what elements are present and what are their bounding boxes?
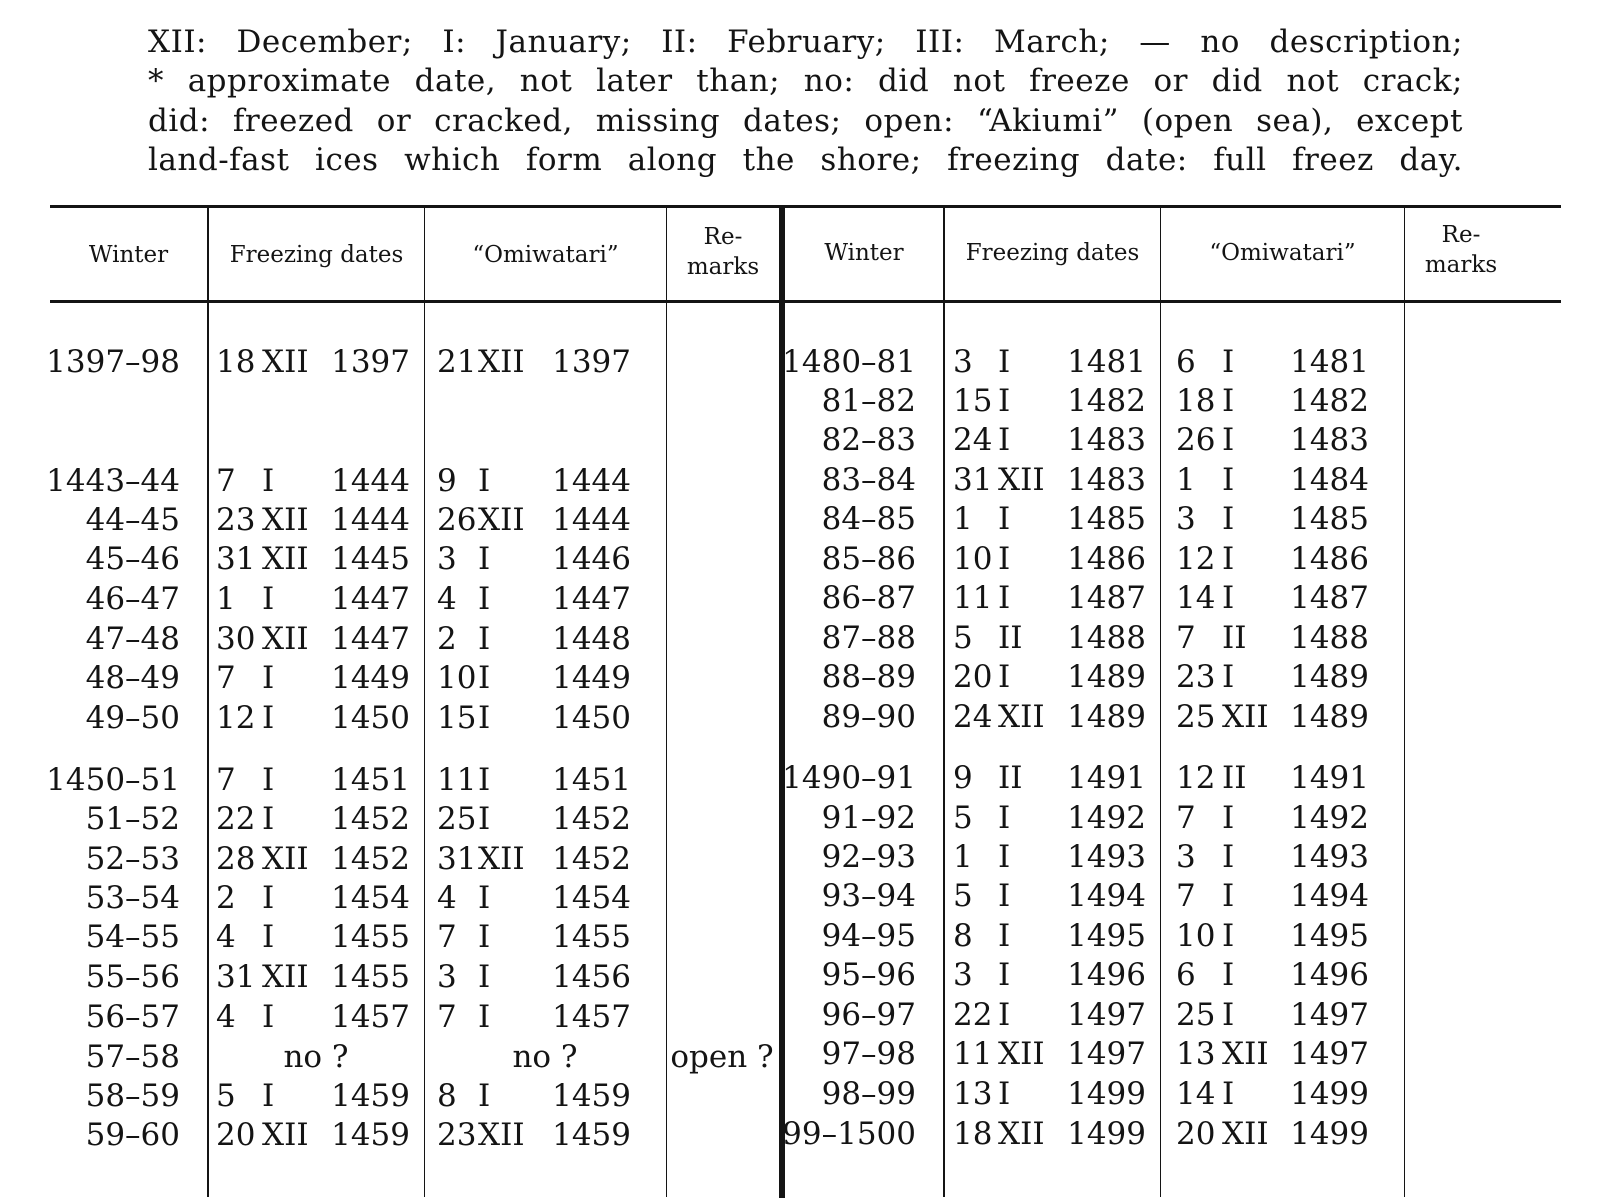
freezing-day-cell: 4 [216,999,236,1035]
winter-cell: 51–52 [85,801,180,837]
omiwatari-year-cell: 1446 [552,541,631,577]
winter-cell: 1397–98 [46,344,180,380]
winter-cell: 48–49 [85,660,180,696]
winter-cell: 97–98 [821,1036,916,1072]
omiwatari-month-cell: I [1222,918,1235,954]
omiwatari-day-cell: 3 [1176,839,1196,875]
freezing-day-cell: 5 [216,1078,236,1114]
winter-cell: 86–87 [821,580,916,616]
freezing-day-cell: 15 [953,383,993,419]
winter-cell: 92–93 [821,839,916,875]
omiwatari-year-cell: 1444 [552,463,631,499]
freezing-day-cell: 18 [216,344,256,380]
freezing-month-cell: I [262,762,275,798]
omiwatari-month-cell: XII [478,502,525,538]
freezing-month-cell: II [998,760,1023,796]
omiwatari-month-cell: I [1222,541,1235,577]
remarks-cell: open ? [670,1039,774,1075]
freezing-month-cell: I [262,660,275,696]
winter-cell: 44–45 [85,502,180,538]
freezing-day-cell: 28 [216,841,256,877]
freezing-month-cell: I [262,581,275,617]
table-top-rule [50,205,1561,208]
freezing-year-cell: 1444 [331,463,410,499]
omiwatari-month-cell: I [478,801,491,837]
freezing-day-cell: 1 [953,501,973,537]
omiwatari-month-cell: I [478,762,491,798]
omiwatari-day-cell: 9 [437,463,457,499]
omiwatari-month-cell: I [1222,878,1235,914]
caption-line-2: * approximate date, not later than; no: did not freeze or did not crack; [148,63,1463,99]
omiwatari-year-cell: 1457 [552,999,631,1035]
freezing-day-cell: 1 [953,839,973,875]
omiwatari-year-cell: 1488 [1290,620,1369,656]
omiwatari-day-cell: 4 [437,581,457,617]
omiwatari-day-cell: 12 [1176,541,1216,577]
omiwatari-day-cell: 10 [1176,918,1216,954]
freezing-month-cell: I [262,1078,275,1114]
freezing-year-cell: 1492 [1067,800,1146,836]
omiwatari-day-cell: 3 [1176,501,1196,537]
freezing-year-cell: 1494 [1067,878,1146,914]
winter-cell: 81–82 [821,383,916,419]
freezing-day-cell: 1 [216,581,236,617]
freezing-year-cell: 1455 [331,959,410,995]
freezing-day-cell: 20 [953,659,993,695]
freezing-day-cell: 7 [216,463,236,499]
header-remarks-line-1: Re- [1441,222,1481,248]
omiwatari-month-cell: I [478,463,491,499]
winter-cell: 57–58 [85,1039,180,1075]
freezing-month-cell: XII [998,1116,1045,1152]
omiwatari-month-cell: I [1222,1076,1235,1112]
omiwatari-day-cell: 15 [437,700,477,736]
omiwatari-day-cell: 7 [1176,800,1196,836]
freezing-month-cell: XII [262,344,309,380]
freezing-year-cell: 1397 [331,344,410,380]
winter-cell: 58–59 [85,1078,180,1114]
winter-cell: 93–94 [821,878,916,914]
freezing-month-cell: XII [998,699,1045,735]
freezing-year-cell: 1483 [1067,462,1146,498]
omiwatari-month-cell: XII [478,841,525,877]
header-omiwatari: “Omiwatari” [1209,240,1356,266]
freezing-year-cell: 1493 [1067,839,1146,875]
winter-cell: 1480–81 [782,344,916,380]
omiwatari-month-cell: I [1222,997,1235,1033]
omiwatari-year-cell: 1491 [1290,760,1369,796]
winter-cell: 87–88 [821,620,916,656]
omiwatari-day-cell: 3 [437,959,457,995]
freezing-day-cell: 12 [216,700,256,736]
freezing-month-cell: I [262,463,275,499]
omiwatari-year-cell: 1486 [1290,541,1369,577]
header-remarks-line-1: Re- [703,224,743,250]
winter-cell: 46–47 [85,581,180,617]
freezing-year-cell: 1488 [1067,620,1146,656]
winter-cell: 84–85 [821,501,916,537]
omiwatari-year-cell: 1449 [552,660,631,696]
freezing-month-cell: I [262,801,275,837]
omiwatari-year-cell: 1499 [1290,1116,1369,1152]
omiwatari-day-cell: 18 [1176,383,1216,419]
header-winter: Winter [88,242,169,268]
freezing-month-cell: XII [262,621,309,657]
freezing-month-cell: XII [262,841,309,877]
freezing-year-cell: 1486 [1067,541,1146,577]
omiwatari-month-cell: I [478,999,491,1035]
omiwatari-month-cell: II [1222,620,1247,656]
header-freezing-dates: Freezing dates [229,242,404,268]
omiwatari-day-cell: 2 [437,621,457,657]
omiwatari-day-cell: 10 [437,660,477,696]
freezing-day-cell: 9 [953,760,973,796]
freezing-year-cell: 1496 [1067,957,1146,993]
freezing-month-cell: I [998,1076,1011,1112]
omiwatari-year-cell: 1450 [552,700,631,736]
winter-cell: 95–96 [821,957,916,993]
freezing-month-cell: XII [998,1036,1045,1072]
omiwatari-year-cell: 1454 [552,880,631,916]
freezing-day-cell: 30 [216,621,256,657]
omiwatari-month-cell: I [1222,800,1235,836]
freezing-month-cell: I [998,541,1011,577]
caption-line-4: land-fast ices which form along the shore; freezing date: full freez day. [148,142,1463,178]
freezing-year-cell: 1444 [331,502,410,538]
freezing-month-cell: I [998,659,1011,695]
freezing-month-cell: I [998,344,1011,380]
omiwatari-year-cell: 1487 [1290,580,1369,616]
freezing-year-cell: 1489 [1067,699,1146,735]
winter-cell: 99–1500 [782,1116,916,1152]
header-omiwatari: “Omiwatari” [472,242,619,268]
freezing-year-cell: 1445 [331,541,410,577]
freezing-day-cell: 23 [216,502,256,538]
freezing-day-cell: 24 [953,422,993,458]
omiwatari-year-cell: 1397 [552,344,631,380]
winter-cell: 1443–44 [46,463,180,499]
omiwatari-day-cell: 26 [1176,422,1216,458]
freezing-year-cell: 1482 [1067,383,1146,419]
omiwatari-year-cell: 1448 [552,621,631,657]
winter-cell: 1490–91 [782,760,916,796]
freezing-month-cell: I [262,880,275,916]
omiwatari-day-cell: 6 [1176,957,1196,993]
winter-cell: 96–97 [821,997,916,1033]
freezing-year-cell: 1487 [1067,580,1146,616]
column-divider [943,207,945,1197]
winter-cell: 54–55 [85,919,180,955]
winter-cell: 52–53 [85,841,180,877]
winter-cell: 98–99 [821,1076,916,1112]
omiwatari-month-cell: I [1222,957,1235,993]
freezing-month-cell: I [998,501,1011,537]
freezing-day-cell: 22 [216,801,256,837]
freezing-day-cell: 4 [216,919,236,955]
freezing-year-cell: 1495 [1067,918,1146,954]
freezing-day-cell: 31 [216,541,256,577]
freezing-year-cell: 1483 [1067,422,1146,458]
freezing-year-cell: 1454 [331,880,410,916]
winter-cell: 83–84 [821,462,916,498]
caption-line-1: XII: December; I: January; II: February; III: March; — no description; [148,24,1463,60]
freezing-year-cell: 1457 [331,999,410,1035]
freezing-month-cell: XII [262,541,309,577]
freezing-year-cell: 1499 [1067,1076,1146,1112]
freezing-day-cell: 3 [953,344,973,380]
omiwatari-month-cell: I [1222,462,1235,498]
freezing-year-cell: 1485 [1067,501,1146,537]
column-divider [1404,207,1405,1197]
freezing-month-cell: XII [998,462,1045,498]
freezing-month-cell: I [998,839,1011,875]
freezing-year-cell: 1481 [1067,344,1146,380]
omiwatari-day-cell: 23 [437,1117,477,1153]
winter-cell: 47–48 [85,621,180,657]
omiwatari-month-cell: XII [1222,1036,1269,1072]
omiwatari-month-cell: I [478,880,491,916]
omiwatari-day-cell: 7 [437,919,457,955]
winter-cell: 45–46 [85,541,180,577]
omiwatari-year-cell: 1481 [1290,344,1369,380]
freezing-month-cell: I [998,800,1011,836]
header-freezing-dates: Freezing dates [965,240,1140,266]
omiwatari-month-cell: II [1222,760,1247,796]
freezing-year-cell: 1455 [331,919,410,955]
freezing-day-cell: 7 [216,762,236,798]
freezing-year-cell: 1491 [1067,760,1146,796]
freezing-day-cell: 8 [953,918,973,954]
omiwatari-year-cell: 1489 [1290,699,1369,735]
winter-cell: 82–83 [821,422,916,458]
freezing-date-cell: no ? [283,1039,349,1075]
freezing-month-cell: I [998,580,1011,616]
omiwatari-day-cell: 25 [1176,699,1216,735]
omiwatari-month-cell: I [1222,344,1235,380]
freezing-day-cell: 24 [953,699,993,735]
omiwatari-month-cell: I [1222,501,1235,537]
caption-line-3: did: freezed or cracked, missing dates; open: “Akiumi” (open sea), except [148,103,1463,139]
freezing-day-cell: 31 [216,959,256,995]
omiwatari-month-cell: I [478,1078,491,1114]
freezing-day-cell: 5 [953,878,973,914]
omiwatari-day-cell: 14 [1176,580,1216,616]
omiwatari-year-cell: 1452 [552,801,631,837]
omiwatari-year-cell: 1482 [1290,383,1369,419]
winter-cell: 55–56 [85,959,180,995]
omiwatari-month-cell: XII [478,344,525,380]
omiwatari-day-cell: 13 [1176,1036,1216,1072]
omiwatari-month-cell: I [478,959,491,995]
freezing-day-cell: 11 [953,1036,993,1072]
omiwatari-day-cell: 20 [1176,1116,1216,1152]
freezing-year-cell: 1499 [1067,1116,1146,1152]
omiwatari-day-cell: 8 [437,1078,457,1114]
freezing-day-cell: 22 [953,997,993,1033]
winter-cell: 94–95 [821,918,916,954]
omiwatari-month-cell: XII [478,1117,525,1153]
header-winter: Winter [824,240,904,266]
omiwatari-month-cell: I [1222,839,1235,875]
freezing-year-cell: 1489 [1067,659,1146,695]
freezing-month-cell: I [262,999,275,1035]
omiwatari-year-cell: 1492 [1290,800,1369,836]
freezing-year-cell: 1447 [331,581,410,617]
omiwatari-year-cell: 1447 [552,581,631,617]
freezing-day-cell: 31 [953,462,993,498]
omiwatari-day-cell: 23 [1176,659,1216,695]
omiwatari-year-cell: 1452 [552,841,631,877]
omiwatari-day-cell: 1 [1176,462,1196,498]
freezing-month-cell: I [998,878,1011,914]
freezing-month-cell: I [998,383,1011,419]
omiwatari-year-cell: 1451 [552,762,631,798]
column-divider [424,207,425,1197]
freezing-year-cell: 1449 [331,660,410,696]
winter-cell: 88–89 [821,659,916,695]
header-remarks-line-2: marks [1424,252,1498,278]
column-divider [207,207,209,1197]
winter-cell: 49–50 [85,700,180,736]
freezing-month-cell: II [998,620,1023,656]
freezing-year-cell: 1452 [331,841,410,877]
omiwatari-year-cell: 1459 [552,1117,631,1153]
omiwatari-year-cell: 1485 [1290,501,1369,537]
omiwatari-day-cell: 21 [437,344,477,380]
header-remarks-line-2: marks [686,254,760,280]
omiwatari-day-cell: 7 [1176,620,1196,656]
omiwatari-year-cell: 1489 [1290,659,1369,695]
omiwatari-month-cell: I [478,541,491,577]
omiwatari-year-cell: 1499 [1290,1076,1369,1112]
freezing-day-cell: 5 [953,620,973,656]
omiwatari-day-cell: 7 [437,999,457,1035]
omiwatari-month-cell: XII [1222,1116,1269,1152]
winter-cell: 1450–51 [46,762,180,798]
omiwatari-day-cell: 25 [437,801,477,837]
omiwatari-month-cell: I [1222,383,1235,419]
freezing-month-cell: I [262,919,275,955]
freezing-month-cell: I [998,422,1011,458]
omiwatari-year-cell: 1495 [1290,918,1369,954]
omiwatari-year-cell: 1483 [1290,422,1369,458]
freezing-year-cell: 1497 [1067,1036,1146,1072]
freezing-month-cell: XII [262,502,309,538]
freezing-day-cell: 11 [953,580,993,616]
omiwatari-month-cell: I [478,700,491,736]
omiwatari-day-cell: 6 [1176,344,1196,380]
omiwatari-month-cell: I [478,581,491,617]
freezing-year-cell: 1459 [331,1078,410,1114]
freezing-month-cell: I [998,957,1011,993]
freezing-day-cell: 2 [216,880,236,916]
omiwatari-month-cell: I [1222,422,1235,458]
freezing-day-cell: 20 [216,1117,256,1153]
omiwatari-day-cell: 7 [1176,878,1196,914]
omiwatari-month-cell: XII [1222,699,1269,735]
omiwatari-year-cell: 1494 [1290,878,1369,914]
winter-cell: 91–92 [821,800,916,836]
freezing-year-cell: 1451 [331,762,410,798]
freezing-month-cell: I [998,997,1011,1033]
freezing-month-cell: I [998,918,1011,954]
omiwatari-date-cell: no ? [512,1039,578,1075]
omiwatari-day-cell: 3 [437,541,457,577]
omiwatari-month-cell: I [1222,659,1235,695]
omiwatari-month-cell: I [478,919,491,955]
freezing-day-cell: 5 [953,800,973,836]
freezing-day-cell: 3 [953,957,973,993]
freezing-year-cell: 1450 [331,700,410,736]
omiwatari-year-cell: 1496 [1290,957,1369,993]
freezing-year-cell: 1497 [1067,997,1146,1033]
omiwatari-month-cell: I [478,660,491,696]
freezing-year-cell: 1459 [331,1117,410,1153]
table-header-rule [50,300,1561,303]
freezing-month-cell: I [262,700,275,736]
freezing-day-cell: 13 [953,1076,993,1112]
winter-cell: 53–54 [85,880,180,916]
omiwatari-year-cell: 1456 [552,959,631,995]
omiwatari-year-cell: 1459 [552,1078,631,1114]
freezing-month-cell: XII [262,959,309,995]
winter-cell: 89–90 [821,699,916,735]
omiwatari-month-cell: I [1222,580,1235,616]
omiwatari-year-cell: 1484 [1290,462,1369,498]
omiwatari-day-cell: 26 [437,502,477,538]
omiwatari-day-cell: 12 [1176,760,1216,796]
winter-cell: 59–60 [85,1117,180,1153]
omiwatari-day-cell: 4 [437,880,457,916]
omiwatari-year-cell: 1455 [552,919,631,955]
winter-cell: 56–57 [85,999,180,1035]
freezing-year-cell: 1447 [331,621,410,657]
omiwatari-day-cell: 31 [437,841,477,877]
omiwatari-day-cell: 11 [437,762,477,798]
omiwatari-month-cell: I [478,621,491,657]
freezing-day-cell: 10 [953,541,993,577]
freezing-year-cell: 1452 [331,801,410,837]
omiwatari-day-cell: 14 [1176,1076,1216,1112]
omiwatari-day-cell: 25 [1176,997,1216,1033]
freezing-day-cell: 7 [216,660,236,696]
omiwatari-year-cell: 1497 [1290,1036,1369,1072]
freezing-day-cell: 18 [953,1116,993,1152]
omiwatari-year-cell: 1493 [1290,839,1369,875]
column-divider [1160,207,1161,1197]
freezing-month-cell: XII [262,1117,309,1153]
omiwatari-year-cell: 1444 [552,502,631,538]
winter-cell: 85–86 [821,541,916,577]
omiwatari-year-cell: 1497 [1290,997,1369,1033]
